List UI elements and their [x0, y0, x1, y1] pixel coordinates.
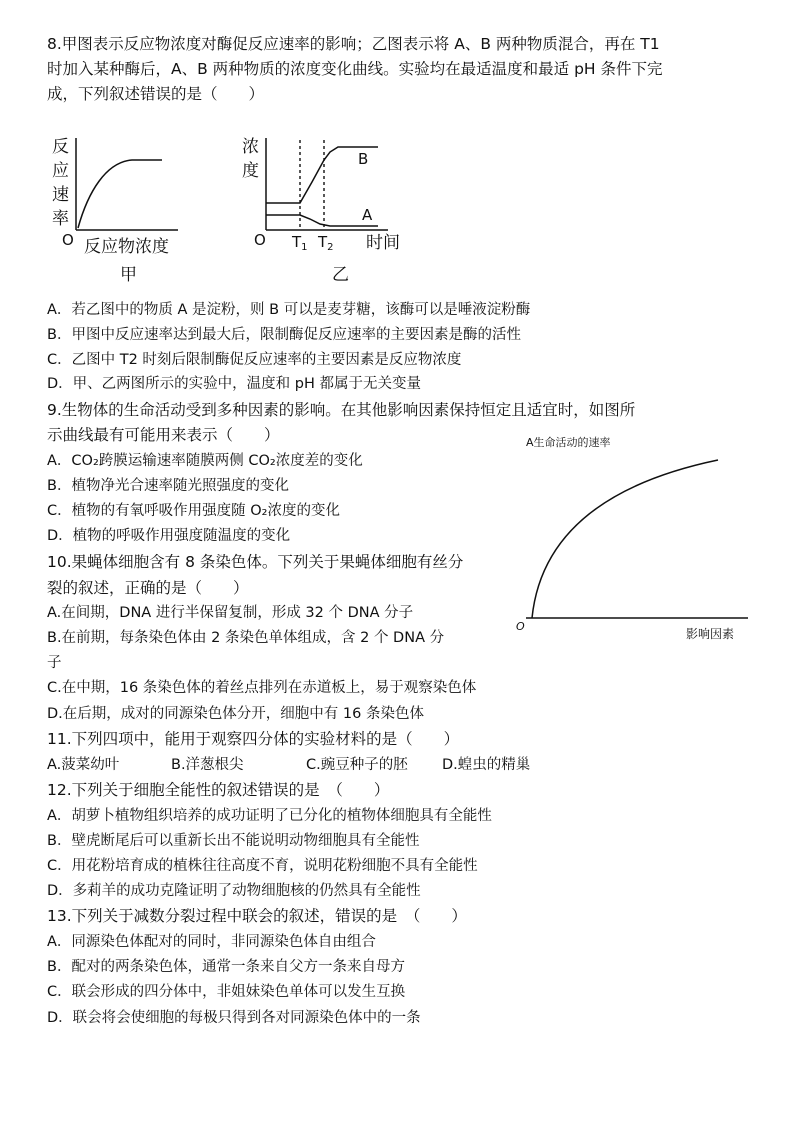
q11-option-c: C.豌豆种子的胚 [306, 757, 408, 773]
q9-stem-line-1: 9.生物体的生命活动受到多种因素的影响。在其他影响因素保持恒定且适宜时，如图所 [47, 401, 636, 419]
jia-curve [78, 160, 162, 228]
q9-origin: O [516, 620, 525, 633]
q13-option-c: C．联会形成的四分体中，非姐妹染色单体可以发生互换 [47, 984, 406, 1000]
q9-option-c: C．植物的有氧呼吸作用强度随 O₂浓度的变化 [47, 503, 340, 519]
q12-option-b: B．壁虎断尾后可以重新长出不能说明动物细胞具有全能性 [47, 833, 420, 849]
q8-stem-line-2: 时加入某种酶后，A、B 两种物质的浓度变化曲线。实验均在最适温度和最适 pH 条件下完 [47, 60, 663, 78]
jia-y-label-4: 率 [52, 209, 69, 229]
q10-option-b: B.在前期，每条染色体由 2 条染色单体组成，含 2 个 DNA 分 [47, 630, 445, 646]
q9-curve [532, 460, 718, 618]
q13-option-d: D．联会将会使细胞的每极只得到各对同源染色体中的一条 [47, 1010, 421, 1026]
q12-option-c: C．用花粉培育成的植株往往高度不育，说明花粉细胞不具有全能性 [47, 858, 478, 874]
q12-option-a: A．胡萝卜植物组织培养的成功证明了已分化的植物体细胞具有全能性 [47, 808, 492, 824]
q10-option-a: A.在间期，DNA 进行半保留复制，形成 32 个 DNA 分子 [47, 605, 414, 621]
q8-option-a: A．若乙图中的物质 A 是淀粉，则 B 可以是麦芽糖，该酶可以是唾液淀粉酶 [47, 302, 531, 318]
yi-curve-a-label: A [362, 206, 373, 224]
q12-option-d: D．多莉羊的成功克隆证明了动物细胞核的仍然具有全能性 [47, 883, 421, 899]
q11-option-b: B.洋葱根尖 [171, 757, 244, 773]
figure-jia [48, 130, 188, 290]
jia-y-label-1: 反 [52, 137, 69, 157]
q8-stem-line-3: 成，下列叙述错误的是（ ） [47, 85, 265, 103]
q9-option-a: A．CO₂跨膜运输速率随膜两侧 CO₂浓度差的变化 [47, 453, 363, 469]
q13-option-b: B．配对的两条染色体，通常一条来自父方一条来自母方 [47, 959, 405, 975]
jia-caption: 甲 [120, 265, 137, 285]
jia-x-label: 反应物浓度 [84, 237, 169, 257]
q10-option-d: D.在后期，成对的同源染色体分开，细胞中有 16 条染色体 [47, 706, 424, 722]
jia-origin: O [62, 231, 74, 249]
q12-stem: 12.下列关于细胞全能性的叙述错误的是 （ ） [47, 781, 390, 799]
q11-option-d: D.蝗虫的精巢 [442, 757, 531, 773]
q9-option-b: B．植物净光合速率随光照强度的变化 [47, 478, 289, 494]
q9-option-d: D．植物的呼吸作用强度随温度的变化 [47, 528, 291, 544]
yi-y-label-2: 度 [242, 161, 259, 181]
jia-y-label-2: 应 [52, 161, 69, 181]
figure-q9 [508, 430, 758, 648]
q9-y-label: A生命活动的速率 [526, 436, 611, 449]
q10-option-b-cont: 子 [47, 655, 62, 671]
q10-stem-line-2: 裂的叙述，正确的是（ ） [47, 579, 249, 597]
q9-stem-line-2: 示曲线最有可能用来表示（ ） [47, 426, 280, 444]
jia-y-label-3: 速 [52, 185, 69, 205]
yi-t1-label: $T_1$ [292, 233, 308, 253]
yi-x-label: 时间 [366, 233, 400, 253]
figure-yi [238, 130, 418, 290]
q13-option-a: A．同源染色体配对的同时，非同源染色体自由组合 [47, 934, 376, 950]
q8-stem-line-1: 8.甲图表示反应物浓度对酶促反应速率的影响；乙图表示将 A、B 两种物质混合，再在 T1 [47, 35, 660, 53]
q8-option-b: B．甲图中反应速率达到最大后，限制酶促反应速率的主要因素是酶的活性 [47, 327, 521, 343]
q8-option-c: C．乙图中 T2 时刻后限制酶促反应速率的主要因素是反应物浓度 [47, 352, 462, 368]
q13-stem: 13.下列关于减数分裂过程中联会的叙述，错误的是 （ ） [47, 907, 467, 925]
yi-t2-label: $T_2$ [318, 233, 334, 253]
q11-option-a: A.菠菜幼叶 [47, 757, 120, 773]
q11-stem: 11.下列四项中，能用于观察四分体的实验材料的是（ ） [47, 730, 460, 748]
q10-option-c: C.在中期，16 条染色体的着丝点排列在赤道板上，易于观察染色体 [47, 680, 477, 696]
q9-x-label: 影响因素 [686, 627, 735, 641]
yi-caption: 乙 [332, 265, 349, 285]
q8-option-d: D．甲、乙两图所示的实验中，温度和 pH 都属于无关变量 [47, 376, 421, 392]
yi-curve-b-label: B [358, 150, 369, 168]
q10-stem-line-1: 10.果蝇体细胞含有 8 条染色体。下列关于果蝇体细胞有丝分 [47, 553, 464, 571]
yi-y-label-1: 浓 [242, 137, 259, 157]
yi-origin: O [254, 231, 266, 249]
